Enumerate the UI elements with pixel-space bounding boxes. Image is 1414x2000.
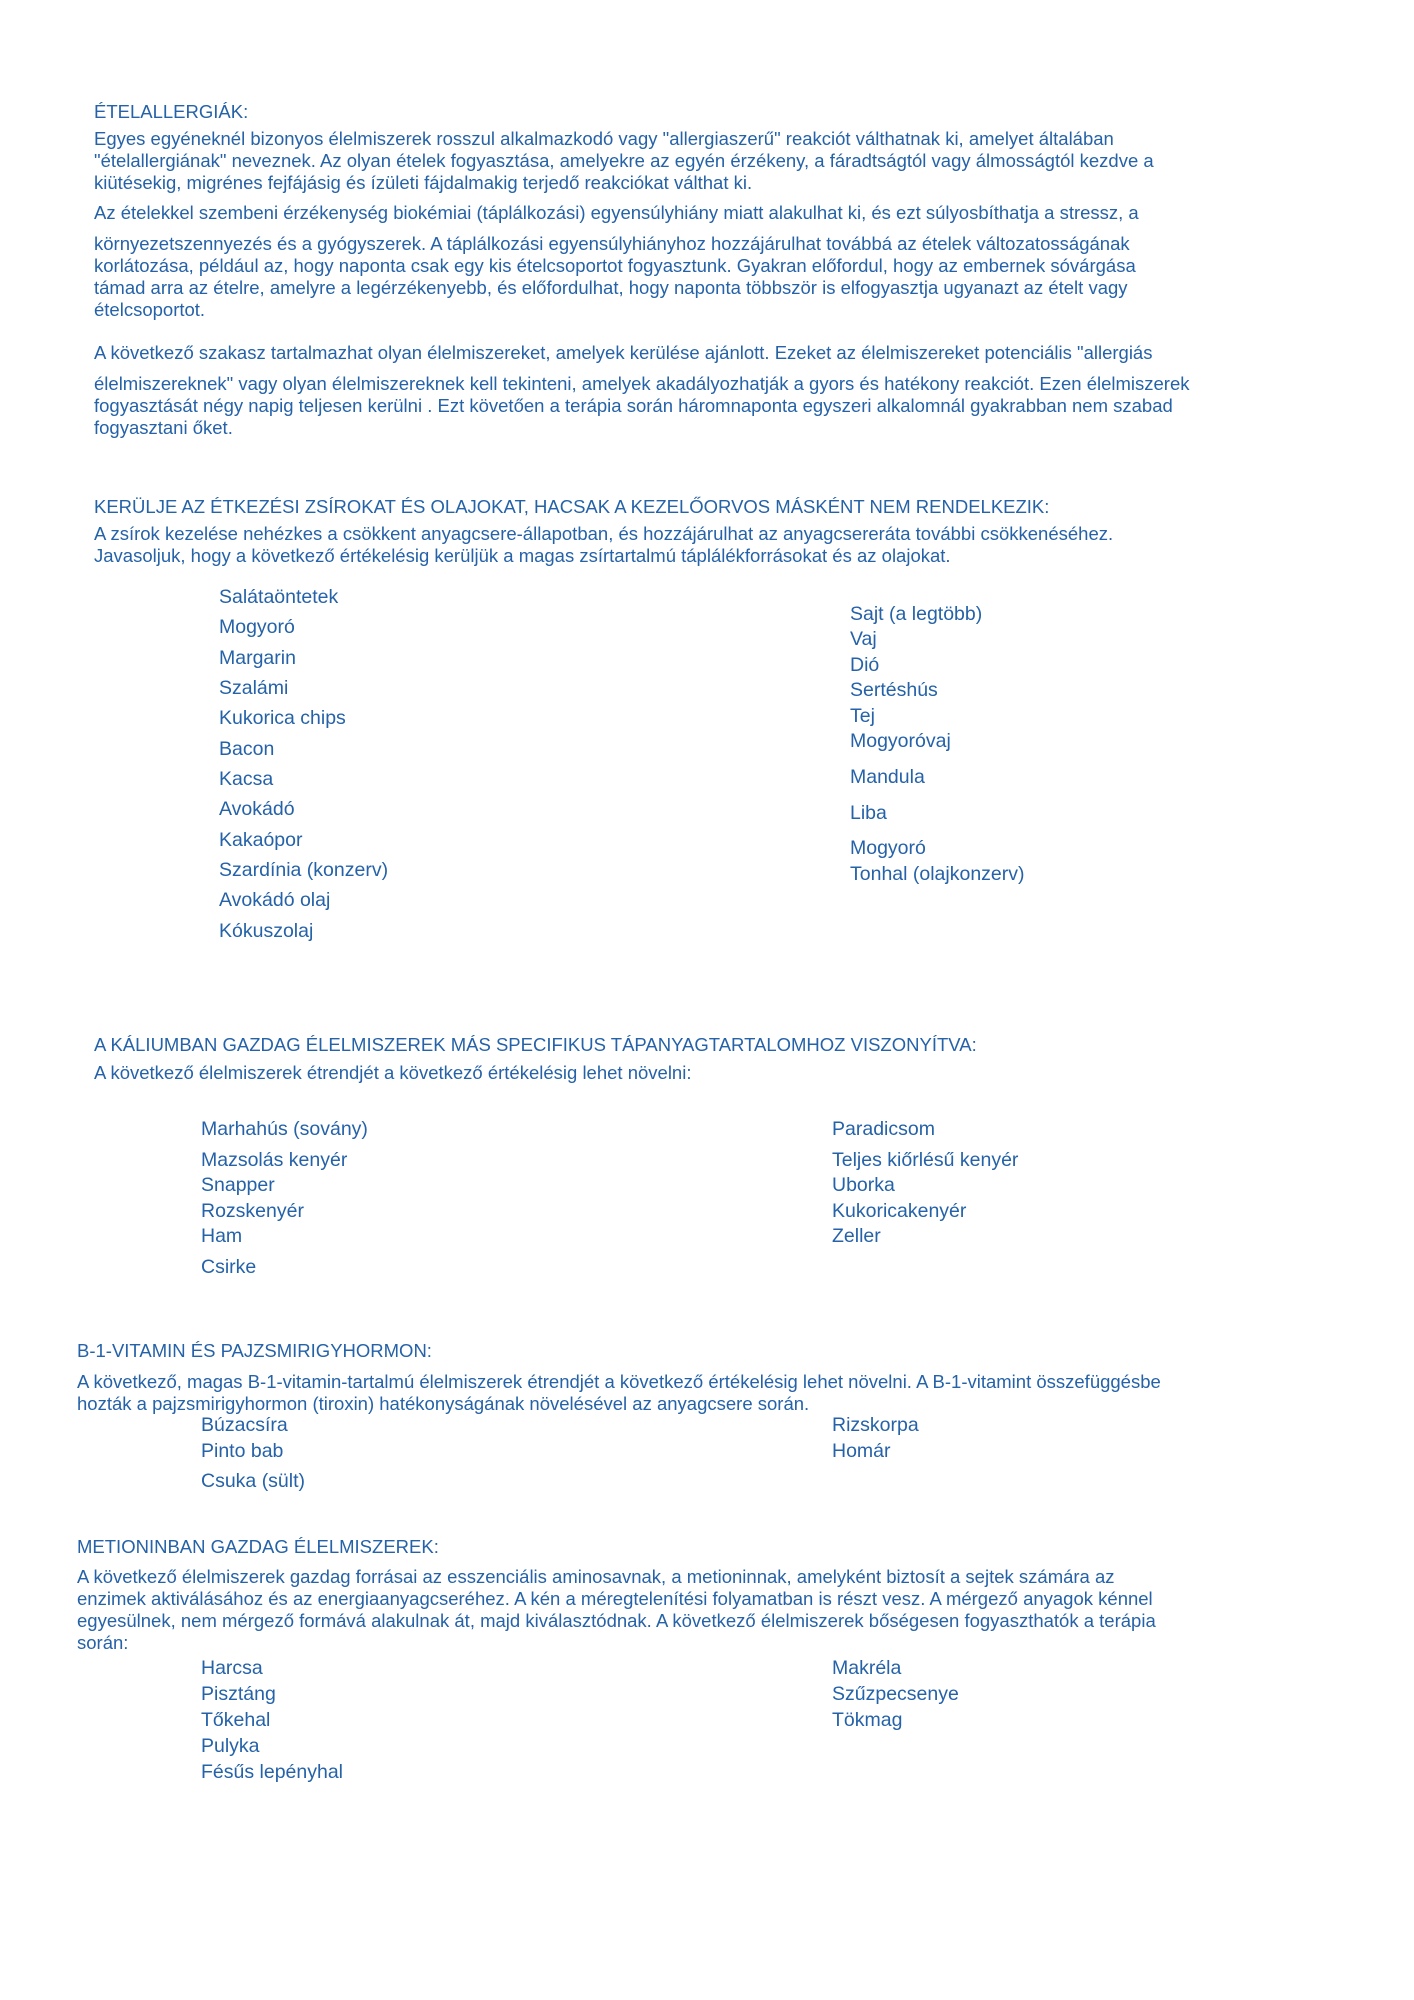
text-line: A következő élelmiszerek gazdag forrásai az esszenciális aminosavnak, a metioninnak, amelyként biztosít a sejtek számára az xyxy=(77,1566,1115,1587)
list-item: Makréla xyxy=(832,1657,902,1679)
text-line: "ételallergiának" neveznek. Az olyan ételek fogyasztása, amelyekre az egyén érzékeny, a fáradtságtól vagy álmosságtól kezdve a xyxy=(94,150,1154,171)
section4-paragraph xyxy=(77,1371,1161,1415)
section1-paragraph-3-first: A következő szakasz tartalmazhat olyan élelmiszereket, amelyek kerülése ajánlott. Ezeket az élelmiszereket potenciális "allergiás xyxy=(94,342,1153,363)
text-line: Egyes egyéneknél bizonyos élelmiszerek rosszul alkalmazkodó vagy "allergiaszerű" reakciót válthatnak ki, amelyet általában xyxy=(94,128,1114,149)
list-item: Teljes kiőrlésű kenyér xyxy=(832,1149,1019,1171)
list-item: Pinto bab xyxy=(201,1440,284,1462)
section2-title: KERÜLJE AZ ÉTKEZÉSI ZSÍROKAT ÉS OLAJOKAT, HACSAK A KEZELŐORVOS MÁSKÉNT NEM RENDELKEZIK: xyxy=(94,496,1050,517)
list-item: Snapper xyxy=(201,1174,275,1196)
text-line: fogyasztását négy napig teljesen kerülni . Ezt követően a terápia során háromnaponta egyszeri alkalomnál gyakrabban nem szabad xyxy=(94,395,1173,416)
list-item: Zeller xyxy=(832,1225,881,1247)
text-line: A zsírok kezelése nehézkes a csökkent anyagcsere-állapotban, és hozzájárulhat az anyagcsereráta további csökkenéséhez. xyxy=(94,523,1114,544)
list-item: Szűzpecsenye xyxy=(832,1683,959,1705)
list-item: Kacsa xyxy=(219,768,274,790)
text-line: ételcsoportot. xyxy=(94,299,206,320)
section1-title: ÉTELALLERGIÁK: xyxy=(94,101,249,122)
text-line: A következő, magas B-1-vitamin-tartalmú élelmiszerek étrendjét a következő értékelésig lehet növelni. A B-1-vitamint összefüggésbe xyxy=(77,1371,1161,1392)
list-item: Paradicsom xyxy=(832,1118,935,1140)
text-line: egyesülnek, nem mérgező formává alakulnak át, majd kiválasztódnak. A következő élelmiszerek bőségesen fogyaszthatók a terápia xyxy=(77,1610,1156,1631)
text-line: környezetszennyezés és a gyógyszerek. A táplálkozási egyensúlyhiányhoz hozzájárulhat továbbá az ételek változatosságának xyxy=(94,233,1130,254)
text-line: kiütésekig, migrénes fejfájásig és ízületi fájdalmakig terjedő reakciókat válthat ki. xyxy=(94,172,753,193)
list-item: Búzacsíra xyxy=(201,1414,288,1436)
list-item: Fésűs lepényhal xyxy=(201,1761,344,1783)
list-item: Rozskenyér xyxy=(201,1200,304,1222)
list-item: Pisztáng xyxy=(201,1683,276,1705)
list-item: Ham xyxy=(201,1225,243,1247)
section5-title: METIONINBAN GAZDAG ÉLELMISZEREK: xyxy=(77,1536,439,1557)
list-item: Bacon xyxy=(219,738,275,760)
list-item: Szalámi xyxy=(219,677,289,699)
list-item: Tej xyxy=(850,705,875,727)
list-item: Vaj xyxy=(850,628,877,650)
list-item: Kukorica chips xyxy=(219,707,346,729)
list-item: Kukoricakenyér xyxy=(832,1200,967,1222)
list-item: Pulyka xyxy=(201,1735,260,1757)
list-item: Mandula xyxy=(850,766,925,788)
section3-paragraph xyxy=(94,1062,691,1084)
list-item: Salátaöntetek xyxy=(219,586,339,608)
list-item: Kókuszolaj xyxy=(219,920,314,942)
list-item: Csirke xyxy=(201,1256,257,1278)
section2-paragraph xyxy=(94,523,1113,567)
list-item: Mogyoró xyxy=(850,837,926,859)
list-item: Tonhal (olajkonzerv) xyxy=(850,863,1025,885)
text-line: során: xyxy=(77,1632,129,1653)
list-item: Marhahús (sovány) xyxy=(201,1118,368,1140)
list-item: Uborka xyxy=(832,1174,895,1196)
list-item: Avokádó xyxy=(219,798,295,820)
list-item: Csuka (sült) xyxy=(201,1470,306,1492)
list-item: Szardínia (konzerv) xyxy=(219,859,389,881)
list-item: Margarin xyxy=(219,647,296,669)
text-line: hozták a pajzsmirigyhormon (tiroxin) hatékonyságának növelésével az anyagcsere során. xyxy=(77,1393,810,1414)
list-item: Mogyoróvaj xyxy=(850,730,951,752)
list-item: Avokádó olaj xyxy=(219,889,331,911)
text-line: enzimek aktiválásához és az energiaanyagcseréhez. A kén a méregtelenítési folyamatban is részt vesz. A mérgező anyagok kénnel xyxy=(77,1588,1153,1609)
list-item: Mazsolás kenyér xyxy=(201,1149,348,1171)
list-item: Sertéshús xyxy=(850,679,938,701)
list-item: Harcsa xyxy=(201,1657,263,1679)
list-item: Dió xyxy=(850,654,880,676)
text-line: fogyasztani őket. xyxy=(94,417,233,438)
list-item: Rizskorpa xyxy=(832,1414,919,1436)
list-item: Mogyoró xyxy=(219,616,295,638)
list-item: Homár xyxy=(832,1440,891,1462)
section1-paragraph-2 xyxy=(94,233,1136,321)
section4-title: B-1-VITAMIN ÉS PAJZSMIRIGYHORMON: xyxy=(77,1340,432,1361)
section1-paragraph-3 xyxy=(94,373,1190,439)
section1-paragraph-1 xyxy=(94,128,1154,194)
list-item: Sajt (a legtöbb) xyxy=(850,603,983,625)
list-item: Kakaópor xyxy=(219,829,303,851)
text-line: Javasoljuk, hogy a következő értékelésig kerüljük a magas zsírtartalmú táplálékforrásokat és az olajokat. xyxy=(94,545,951,566)
list-item: Tökmag xyxy=(832,1709,903,1731)
list-item: Tőkehal xyxy=(201,1709,271,1731)
text-line: élelmiszereknek" vagy olyan élelmiszereknek kell tekinteni, amelyek akadályozhatják a gyors és hatékony reakciót. Ezen élelmiszerek xyxy=(94,373,1190,394)
section1-paragraph-2-first: Az ételekkel szembeni érzékenység biokémiai (táplálkozási) egyensúlyhiány miatt alakulhat ki, és ezt súlyosbíthatja a stressz, a xyxy=(94,202,1139,223)
text-line: A következő élelmiszerek étrendjét a következő értékelésig lehet növelni: xyxy=(94,1062,692,1083)
text-line: támad arra az ételre, amelyre a legérzékenyebb, és előfordulhat, hogy naponta többször is elfogyasztja ugyanazt az ételt vagy xyxy=(94,277,1128,298)
section5-paragraph xyxy=(77,1566,1156,1654)
text-line: korlátozása, például az, hogy naponta csak egy kis ételcsoportot fogyasztunk. Gyakran előfordul, hogy az embernek sóvárgása xyxy=(94,255,1136,276)
section3-title: A KÁLIUMBAN GAZDAG ÉLELMISZEREK MÁS SPECIFIKUS TÁPANYAGTARTALOMHOZ VISZONYÍTVA: xyxy=(94,1034,977,1055)
list-item: Liba xyxy=(850,802,887,824)
